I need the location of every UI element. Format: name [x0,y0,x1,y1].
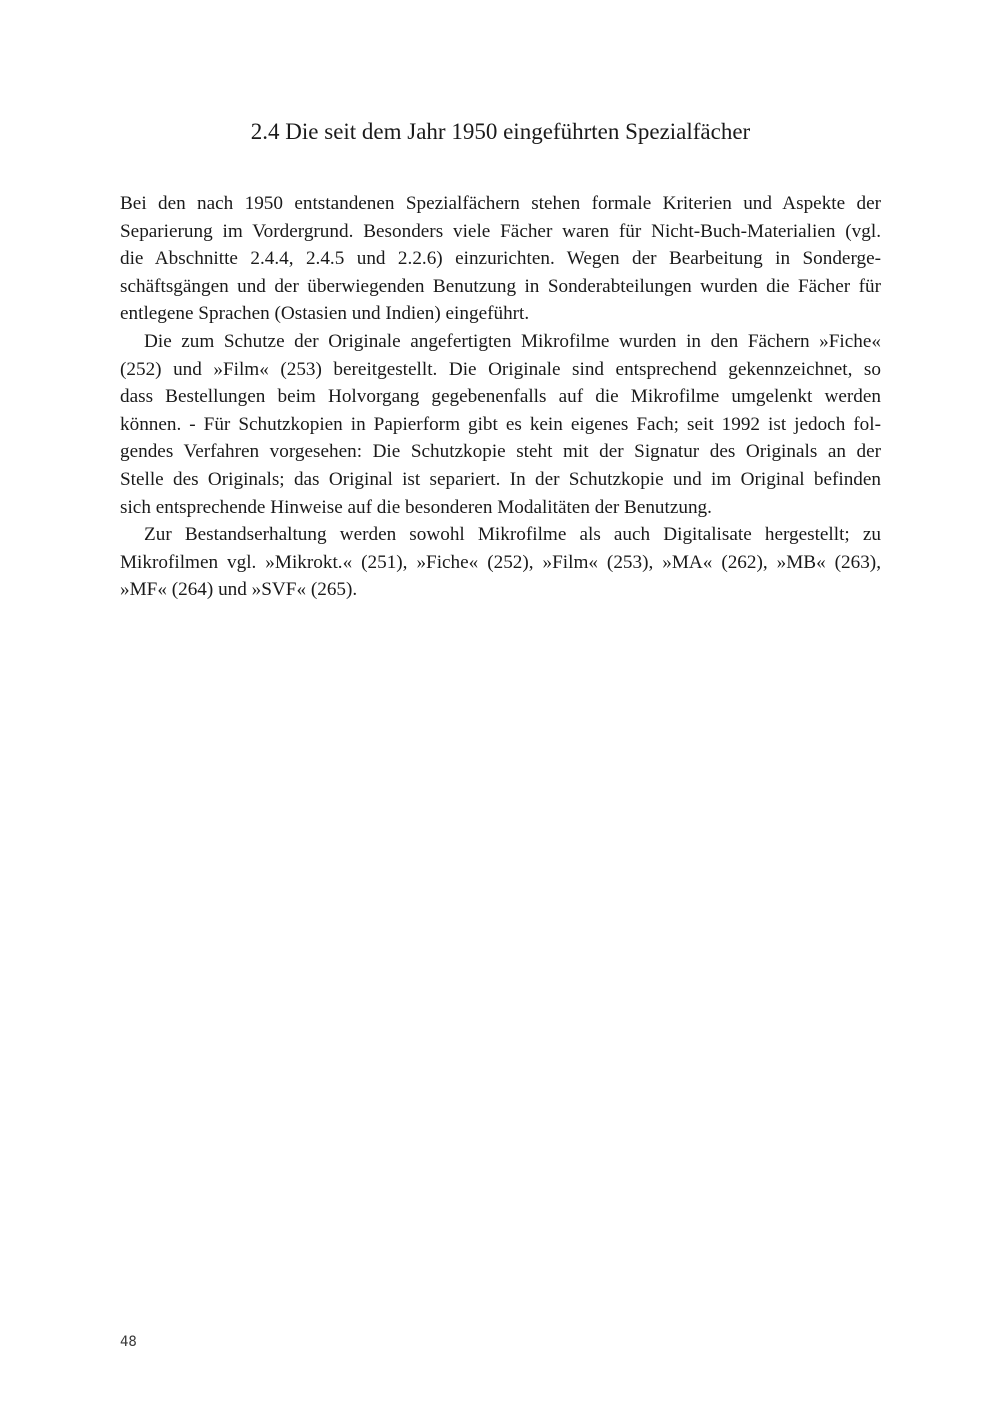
paragraph-1-line-2: Separierung im Vordergrund. Besonders viele Fächer waren für Nicht-Buch-Materialien (vgl. [120,220,881,242]
body-text [120,190,881,604]
paragraph-3-line-2: Mikrofilmen vgl. »Mikrokt.« (251), »Fiche« (252), »Film« (253), »MA« (262), »MB« (263), [120,551,881,573]
paragraph-1-line-4: schäftsgängen und der überwiegenden Benutzung in Sonderabteilungen wurden die Fächer für [120,275,881,297]
paragraph-1-line-3: die Abschnitte 2.4.4, 2.4.5 und 2.2.6) einzurichten. Wegen der Bearbeitung in Sonderge- [120,248,881,270]
paragraph-2-line-4: können. - Für Schutzkopien in Papierform gibt es kein eigenes Fach; seit 1992 ist jedoch fol- [120,413,881,435]
paragraph-3-line-1: Zur Bestandserhaltung werden sowohl Mikrofilme als auch Digitalisate hergestellt; zu [144,524,881,546]
paragraph-2-line-7: sich entsprechende Hinweise auf die besonderen Modalitäten der Benutzung. [120,496,712,518]
paragraph-2-line-6: Stelle des Originals; das Original ist separiert. In der Schutzkopie und im Original befinden [120,468,881,490]
paragraph-3-line-3: »MF« (264) und »SVF« (265). [120,579,358,601]
paragraph-2-line-2: (252) und »Film« (253) bereitgestellt. Die Originale sind entsprechend gekennzeichnet, so [120,358,881,380]
paragraph-1-line-1: Bei den nach 1950 entstandenen Spezialfächern stehen formale Kriterien und Aspekte der [120,193,881,214]
paragraph-2-line-5: gendes Verfahren vorgesehen: Die Schutzkopie steht mit der Signatur des Originals an der [120,441,881,463]
page-number: 48 [120,1334,137,1350]
section-heading: 2.4 Die seit dem Jahr 1950 eingeführten Spezialfächer [250,119,751,144]
paragraph-2-line-3: dass Bestellungen beim Holvorgang gegebenenfalls auf die Mikrofilme umgelenkt werden [120,386,881,408]
paragraph-2-line-1: Die zum Schutze der Originale angefertigten Mikrofilme wurden in den Fächern »Fiche« [144,330,881,352]
paragraph-1-line-5: entlegene Sprachen (Ostasien und Indien) eingeführt. [120,303,530,325]
